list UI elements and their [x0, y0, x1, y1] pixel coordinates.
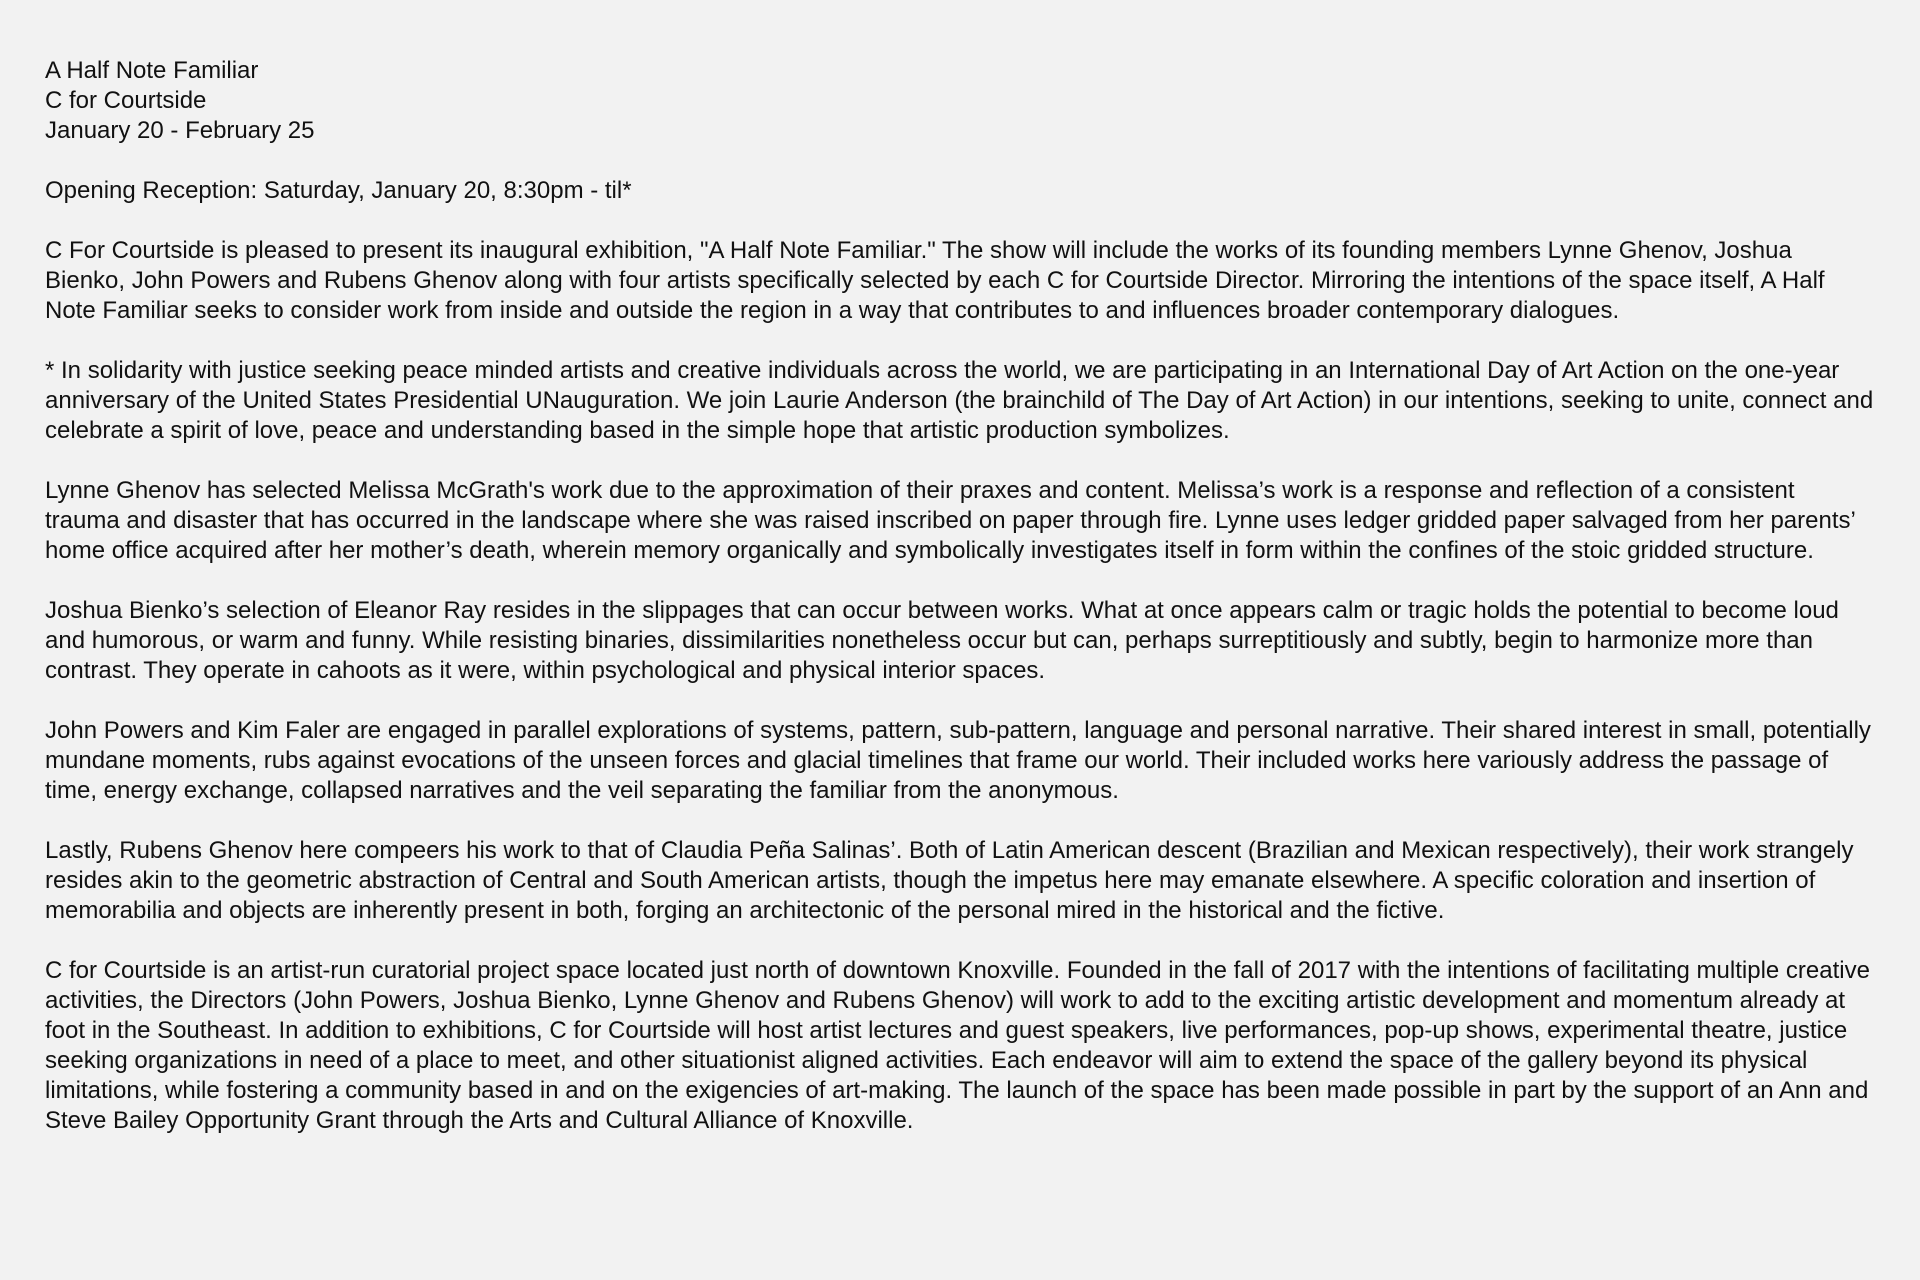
rubens-ghenov-paragraph: Lastly, Rubens Ghenov here compeers his work to that of Claudia Peña Salinas’. Both of Latin American descent (Brazilian and Mexican respectively), their work strangely resides akin to the geometric abstraction of Central and South American artists, though the impetus here may emanate elsewhere. A specific coloration and insertion of memorabilia and objects are inherently present in both, forging an architectonic of the personal mired in the historical and the fictive.: [45, 837, 1854, 924]
joshua-bienko-paragraph: Joshua Bienko’s selection of Eleanor Ray resides in the slippages that can occur between works. What at once appears calm or tragic holds the potential to become loud and humorous, or warm and funny. While resisting binaries, dissimilarities nonetheless occur but can, perhaps surreptitiously and subtly, begin to harmonize more than contrast. They operate in cahoots as it were, within psychological and physical interior spaces.: [45, 597, 1839, 684]
opening-reception: Opening Reception: Saturday, January 20, 8:30pm - til*: [45, 177, 632, 204]
solidarity-paragraph: * In solidarity with justice seeking peace minded artists and creative individuals across the world, we are participating in an International Day of Art Action on the one-year anniversary of the United States Presidential UNauguration. We join Laurie Anderson (the brainchild of The Day of Art Action) in our intentions, seeking to unite, connect and celebrate a spirit of love, peace and understanding based in the simple hope that artistic production symbolizes.: [45, 357, 1874, 444]
lynne-ghenov-paragraph: Lynne Ghenov has selected Melissa McGrath's work due to the approximation of their praxes and content. Melissa’s work is a response and reflection of a consistent trauma and disaster that has occurred in the landscape where she was raised inscribed on paper through fire. Lynne uses ledger gridded paper salvaged from her parents’ home office acquired after her mother’s death, wherein memory organically and symbolically investigates itself in form within the confines of the stoic gridded structure.: [45, 477, 1855, 564]
exhibition-title: A Half Note Familiar: [45, 57, 259, 84]
intro-paragraph: C For Courtside is pleased to present its inaugural exhibition, "A Half Note Familiar." The show will include the works of its founding members Lynne Ghenov, Joshua Bienko, John Powers and Rubens Ghenov along with four artists specifically selected by each C for Courtside Director. Mirroring the intentions of the space itself, A Half Note Familiar seeks to consider work from inside and outside the region in a way that contributes to and influences broader contemporary dialogues.: [45, 237, 1825, 324]
exhibition-dates: January 20 - February 25: [45, 117, 315, 144]
venue-name: C for Courtside: [45, 87, 207, 114]
john-powers-paragraph: John Powers and Kim Faler are engaged in parallel explorations of systems, pattern, sub-pattern, language and personal narrative. Their shared interest in small, potentially mundane moments, rubs against evocations of the unseen forces and glacial timelines that frame our world. Their included works here variously address the passage of time, energy exchange, collapsed narratives and the veil separating the familiar from the anonymous.: [45, 717, 1871, 804]
press-release: [45, 56, 1875, 1136]
about-paragraph: C for Courtside is an artist-run curatorial project space located just north of downtown Knoxville. Founded in the fall of 2017 with the intentions of facilitating multiple creative activities, the Directors (John Powers, Joshua Bienko, Lynne Ghenov and Rubens Ghenov) will work to add to the exciting artistic development and momentum already at foot in the Southeast. In addition to exhibitions, C for Courtside will host artist lectures and guest speakers, live performances, pop-up shows, experimental theatre, justice seeking organizations in need of a place to meet, and other situationist aligned activities. Each endeavor will aim to extend the space of the gallery beyond its physical limitations, while fostering a community based in and on the exigencies of art-making. The launch of the space has been made possible in part by the support of an Ann and Steve Bailey Opportunity Grant through the Arts and Cultural Alliance of Knoxville.: [45, 957, 1870, 1134]
exhibition-header: [45, 56, 1875, 146]
